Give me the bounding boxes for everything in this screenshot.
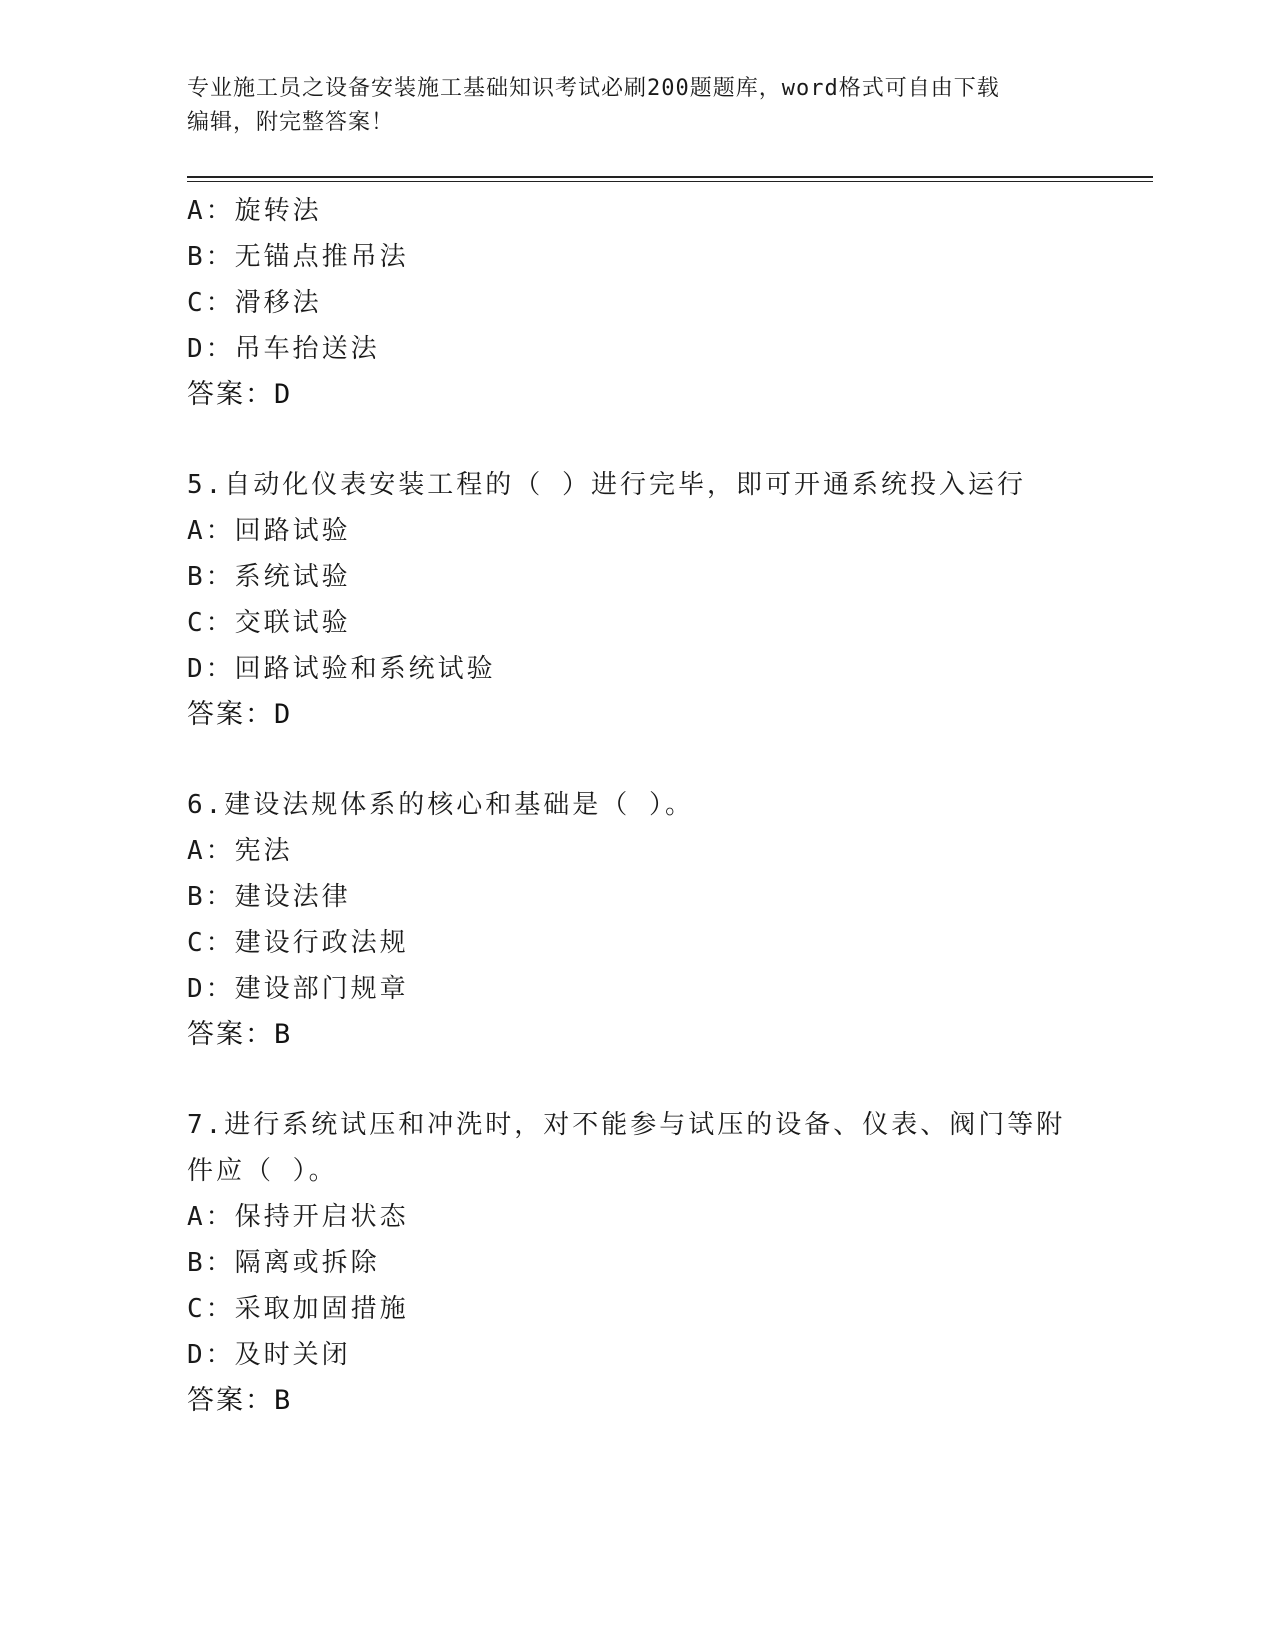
answer-line: 答案：B: [187, 1019, 293, 1050]
option-c: C：采取加固措施: [187, 1294, 409, 1324]
question-block-6: [187, 782, 1087, 1058]
option-b: B：隔离或拆除: [187, 1248, 380, 1278]
option-d: D：回路试验和系统试验: [187, 654, 496, 684]
header-divider-thick: [187, 176, 1153, 178]
question-text-line-1: 7.进行系统试压和冲洗时，对不能参与试压的设备、仪表、阀门等附: [187, 1110, 1066, 1140]
answer-line: 答案：B: [187, 1385, 293, 1416]
option-c: C：交联试验: [187, 608, 351, 638]
option-b: B：无锚点推吊法: [187, 242, 409, 272]
question-block-5: [187, 462, 1087, 738]
option-a: A：回路试验: [187, 516, 351, 546]
answer-line: 答案：D: [187, 379, 293, 410]
option-c: C：建设行政法规: [187, 928, 409, 958]
question-text: 6.建设法规体系的核心和基础是（ ）。: [187, 790, 694, 820]
option-b: B：建设法律: [187, 882, 351, 912]
header-divider-thin: [187, 181, 1153, 182]
question-block-7: [187, 1102, 1087, 1424]
option-b: B：系统试验: [187, 562, 351, 592]
answer-line: 答案：D: [187, 699, 293, 730]
header-line-1: 专业施工员之设备安装施工基础知识考试必刷200题题库，word格式可自由下载: [187, 76, 1000, 101]
option-d: D：建设部门规章: [187, 974, 409, 1004]
question-block-4: [187, 188, 1087, 418]
option-a: A：保持开启状态: [187, 1202, 409, 1232]
option-c: C：滑移法: [187, 288, 322, 318]
document-header: [187, 72, 1087, 140]
question-list: [187, 188, 1087, 1424]
option-d: D：及时关闭: [187, 1340, 351, 1370]
header-line-2: 编辑，附完整答案！: [187, 110, 395, 135]
question-text-line-2: 件应（ ）。: [187, 1156, 338, 1186]
option-a: A：旋转法: [187, 196, 322, 226]
option-a: A：宪法: [187, 836, 293, 866]
option-d: D：吊车抬送法: [187, 334, 380, 364]
question-text: 5.自动化仪表安装工程的（ ）进行完毕，即可开通系统投入运行: [187, 470, 1026, 500]
